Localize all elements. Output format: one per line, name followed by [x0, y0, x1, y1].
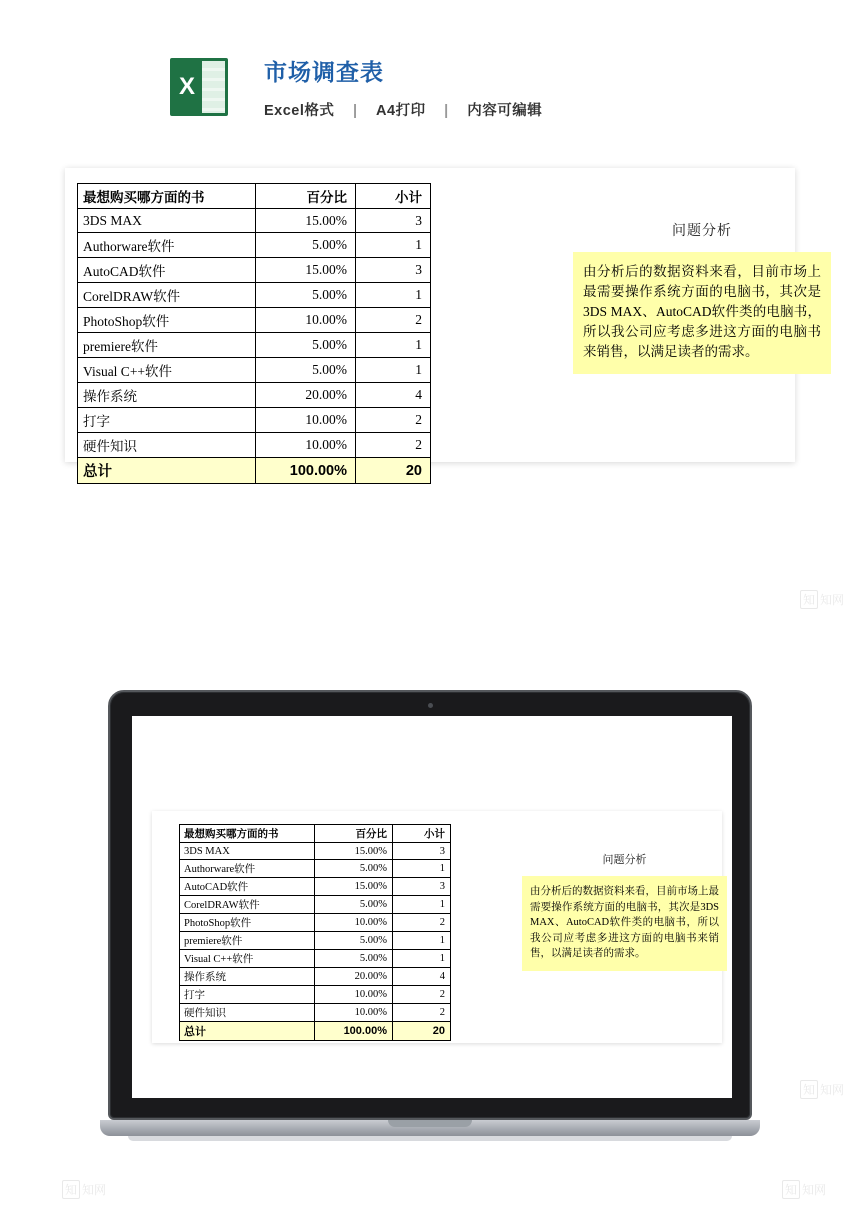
survey-table: [77, 183, 431, 484]
column-header-percent: 百分比: [256, 184, 356, 209]
mini-cell-name: AutoCAD软件: [180, 878, 315, 896]
preview-card: [65, 168, 821, 480]
cell-name: 硬件知识: [78, 433, 256, 458]
excel-icon: [170, 58, 228, 116]
mini-cell-subtotal: 1: [393, 932, 451, 950]
mini-table-row: [180, 843, 451, 860]
cell-name: 打字: [78, 408, 256, 433]
mini-cell-subtotal: 4: [393, 968, 451, 986]
mini-cell-percent: 10.00%: [315, 914, 393, 932]
mini-analysis-panel: [522, 851, 727, 971]
mini-cell-percent: 5.00%: [315, 932, 393, 950]
mini-preview-card: [152, 811, 722, 1043]
mini-cell-subtotal: 3: [393, 843, 451, 860]
watermark-label: 知网: [820, 593, 845, 607]
watermark-mark: 知: [782, 1180, 800, 1199]
mini-cell-total-percent: 100.00%: [315, 1022, 393, 1041]
mini-cell-name: PhotoShop软件: [180, 914, 315, 932]
mini-table-row: [180, 1004, 451, 1022]
cell-percent: 5.00%: [256, 283, 356, 308]
cell-subtotal: 2: [356, 308, 431, 333]
watermark-mark: 知: [62, 1180, 80, 1199]
cell-subtotal: 3: [356, 209, 431, 233]
analysis-title: 问题分析: [672, 222, 732, 238]
column-header-name: 最想购买哪方面的书: [78, 184, 256, 209]
mini-column-header-percent: 百分比: [315, 825, 393, 843]
mini-table-total-row: [180, 1022, 451, 1041]
cell-percent: 10.00%: [256, 308, 356, 333]
mini-cell-subtotal: 2: [393, 1004, 451, 1022]
cell-subtotal: 1: [356, 283, 431, 308]
mini-cell-name: Visual C++软件: [180, 950, 315, 968]
cell-subtotal: 2: [356, 433, 431, 458]
mini-table-row: [180, 860, 451, 878]
mini-cell-percent: 20.00%: [315, 968, 393, 986]
watermark: [800, 590, 844, 609]
table-row: [78, 233, 431, 258]
mini-cell-subtotal: 1: [393, 950, 451, 968]
mini-cell-percent: 10.00%: [315, 986, 393, 1004]
table-row: [78, 383, 431, 408]
watermark-label: 知网: [802, 1183, 827, 1197]
mini-cell-subtotal: 2: [393, 986, 451, 1004]
cell-percent: 10.00%: [256, 408, 356, 433]
cell-percent: 10.00%: [256, 433, 356, 458]
cell-subtotal: 4: [356, 383, 431, 408]
cell-subtotal: 2: [356, 408, 431, 433]
header-text-block: [264, 55, 542, 120]
mini-cell-name: Authorware软件: [180, 860, 315, 878]
watermark-label: 知网: [82, 1183, 107, 1197]
mini-cell-percent: 15.00%: [315, 878, 393, 896]
cell-name: PhotoShop软件: [78, 308, 256, 333]
mini-cell-total-label: 总计: [180, 1022, 315, 1041]
cell-percent: 20.00%: [256, 383, 356, 408]
watermark: [782, 1180, 826, 1199]
cell-subtotal: 1: [356, 333, 431, 358]
cell-percent: 5.00%: [256, 333, 356, 358]
mini-table-row: [180, 950, 451, 968]
laptop-foot: [128, 1136, 732, 1141]
mini-column-header-name: 最想购买哪方面的书: [180, 825, 315, 843]
table-row: [78, 258, 431, 283]
table-row: [78, 308, 431, 333]
table-header-row: [78, 184, 431, 209]
cell-name: Visual C++软件: [78, 358, 256, 383]
format-label: Excel格式: [264, 103, 335, 119]
mini-table-row: [180, 986, 451, 1004]
mini-analysis-body: 由分析后的数据资料来看，目前市场上最需要操作系统方面的电脑书，其次是3DS MAX、AutoCAD软件类的电脑书，所以我公司应考虑多进这方面的电脑书来销售，以满足读者的需求。: [522, 876, 727, 971]
cell-name: Authorware软件: [78, 233, 256, 258]
page-title: 市场调查表: [264, 59, 384, 85]
mini-cell-percent: 15.00%: [315, 843, 393, 860]
mini-cell-total-subtotal: 20: [393, 1022, 451, 1041]
cell-name: AutoCAD软件: [78, 258, 256, 283]
cell-name: 操作系统: [78, 383, 256, 408]
mini-table-header-row: [180, 825, 451, 843]
excel-icon-letter: X: [172, 60, 202, 114]
watermark-mark: 知: [800, 1080, 818, 1099]
subtitle-separator-2: |: [444, 103, 449, 119]
mini-survey-table: [179, 824, 451, 1041]
cell-name: CorelDRAW软件: [78, 283, 256, 308]
page-subtitle: [264, 99, 542, 120]
watermark-mark: 知: [800, 590, 818, 609]
mini-column-header-subtotal: 小计: [393, 825, 451, 843]
laptop-notch: [388, 1120, 472, 1127]
table-row: [78, 408, 431, 433]
cell-subtotal: 3: [356, 258, 431, 283]
table-row: [78, 433, 431, 458]
mini-cell-percent: 10.00%: [315, 1004, 393, 1022]
mini-cell-name: 操作系统: [180, 968, 315, 986]
cell-percent: 15.00%: [256, 209, 356, 233]
editable-label: 内容可编辑: [467, 103, 543, 119]
mini-cell-name: premiere软件: [180, 932, 315, 950]
cell-subtotal: 1: [356, 233, 431, 258]
mini-table-row: [180, 896, 451, 914]
analysis-body: 由分析后的数据资料来看，目前市场上最需要操作系统方面的电脑书，其次是3DS MAX、AutoCAD软件类的电脑书，所以我公司应考虑多进这方面的电脑书来销售，以满足读者的需求。: [573, 252, 831, 374]
subtitle-separator-1: |: [352, 103, 358, 119]
mini-cell-name: 打字: [180, 986, 315, 1004]
cell-name: 3DS MAX: [78, 209, 256, 233]
mini-cell-percent: 5.00%: [315, 950, 393, 968]
cell-percent: 15.00%: [256, 258, 356, 283]
document-header: [170, 55, 542, 120]
laptop-mockup: [100, 690, 760, 1150]
cell-percent: 5.00%: [256, 358, 356, 383]
cell-total-percent: 100.00%: [256, 458, 356, 484]
laptop-lid: [108, 690, 752, 1120]
mini-cell-percent: 5.00%: [315, 896, 393, 914]
cell-total-label: 总计: [78, 458, 256, 484]
table-total-row: [78, 458, 431, 484]
table-row: [78, 358, 431, 383]
mini-cell-subtotal: 2: [393, 914, 451, 932]
camera-icon: [428, 703, 433, 708]
cell-percent: 5.00%: [256, 233, 356, 258]
cell-name: premiere软件: [78, 333, 256, 358]
cell-subtotal: 1: [356, 358, 431, 383]
mini-table-row: [180, 968, 451, 986]
print-label: A4打印: [376, 103, 426, 119]
mini-cell-name: CorelDRAW软件: [180, 896, 315, 914]
mini-cell-name: 硬件知识: [180, 1004, 315, 1022]
mini-cell-subtotal: 1: [393, 860, 451, 878]
analysis-panel: [573, 220, 831, 374]
laptop-screen: [132, 716, 732, 1098]
table-row: [78, 283, 431, 308]
table-row: [78, 333, 431, 358]
watermark: [62, 1180, 106, 1199]
mini-table-row: [180, 914, 451, 932]
watermark-label: 知网: [820, 1083, 845, 1097]
cell-total-subtotal: 20: [356, 458, 431, 484]
mini-table-row: [180, 878, 451, 896]
mini-analysis-title: 问题分析: [602, 854, 647, 866]
mini-cell-name: 3DS MAX: [180, 843, 315, 860]
column-header-subtotal: 小计: [356, 184, 431, 209]
mini-cell-subtotal: 1: [393, 896, 451, 914]
watermark: [800, 1080, 844, 1099]
mini-cell-percent: 5.00%: [315, 860, 393, 878]
mini-cell-subtotal: 3: [393, 878, 451, 896]
table-row: [78, 209, 431, 233]
mini-table-row: [180, 932, 451, 950]
